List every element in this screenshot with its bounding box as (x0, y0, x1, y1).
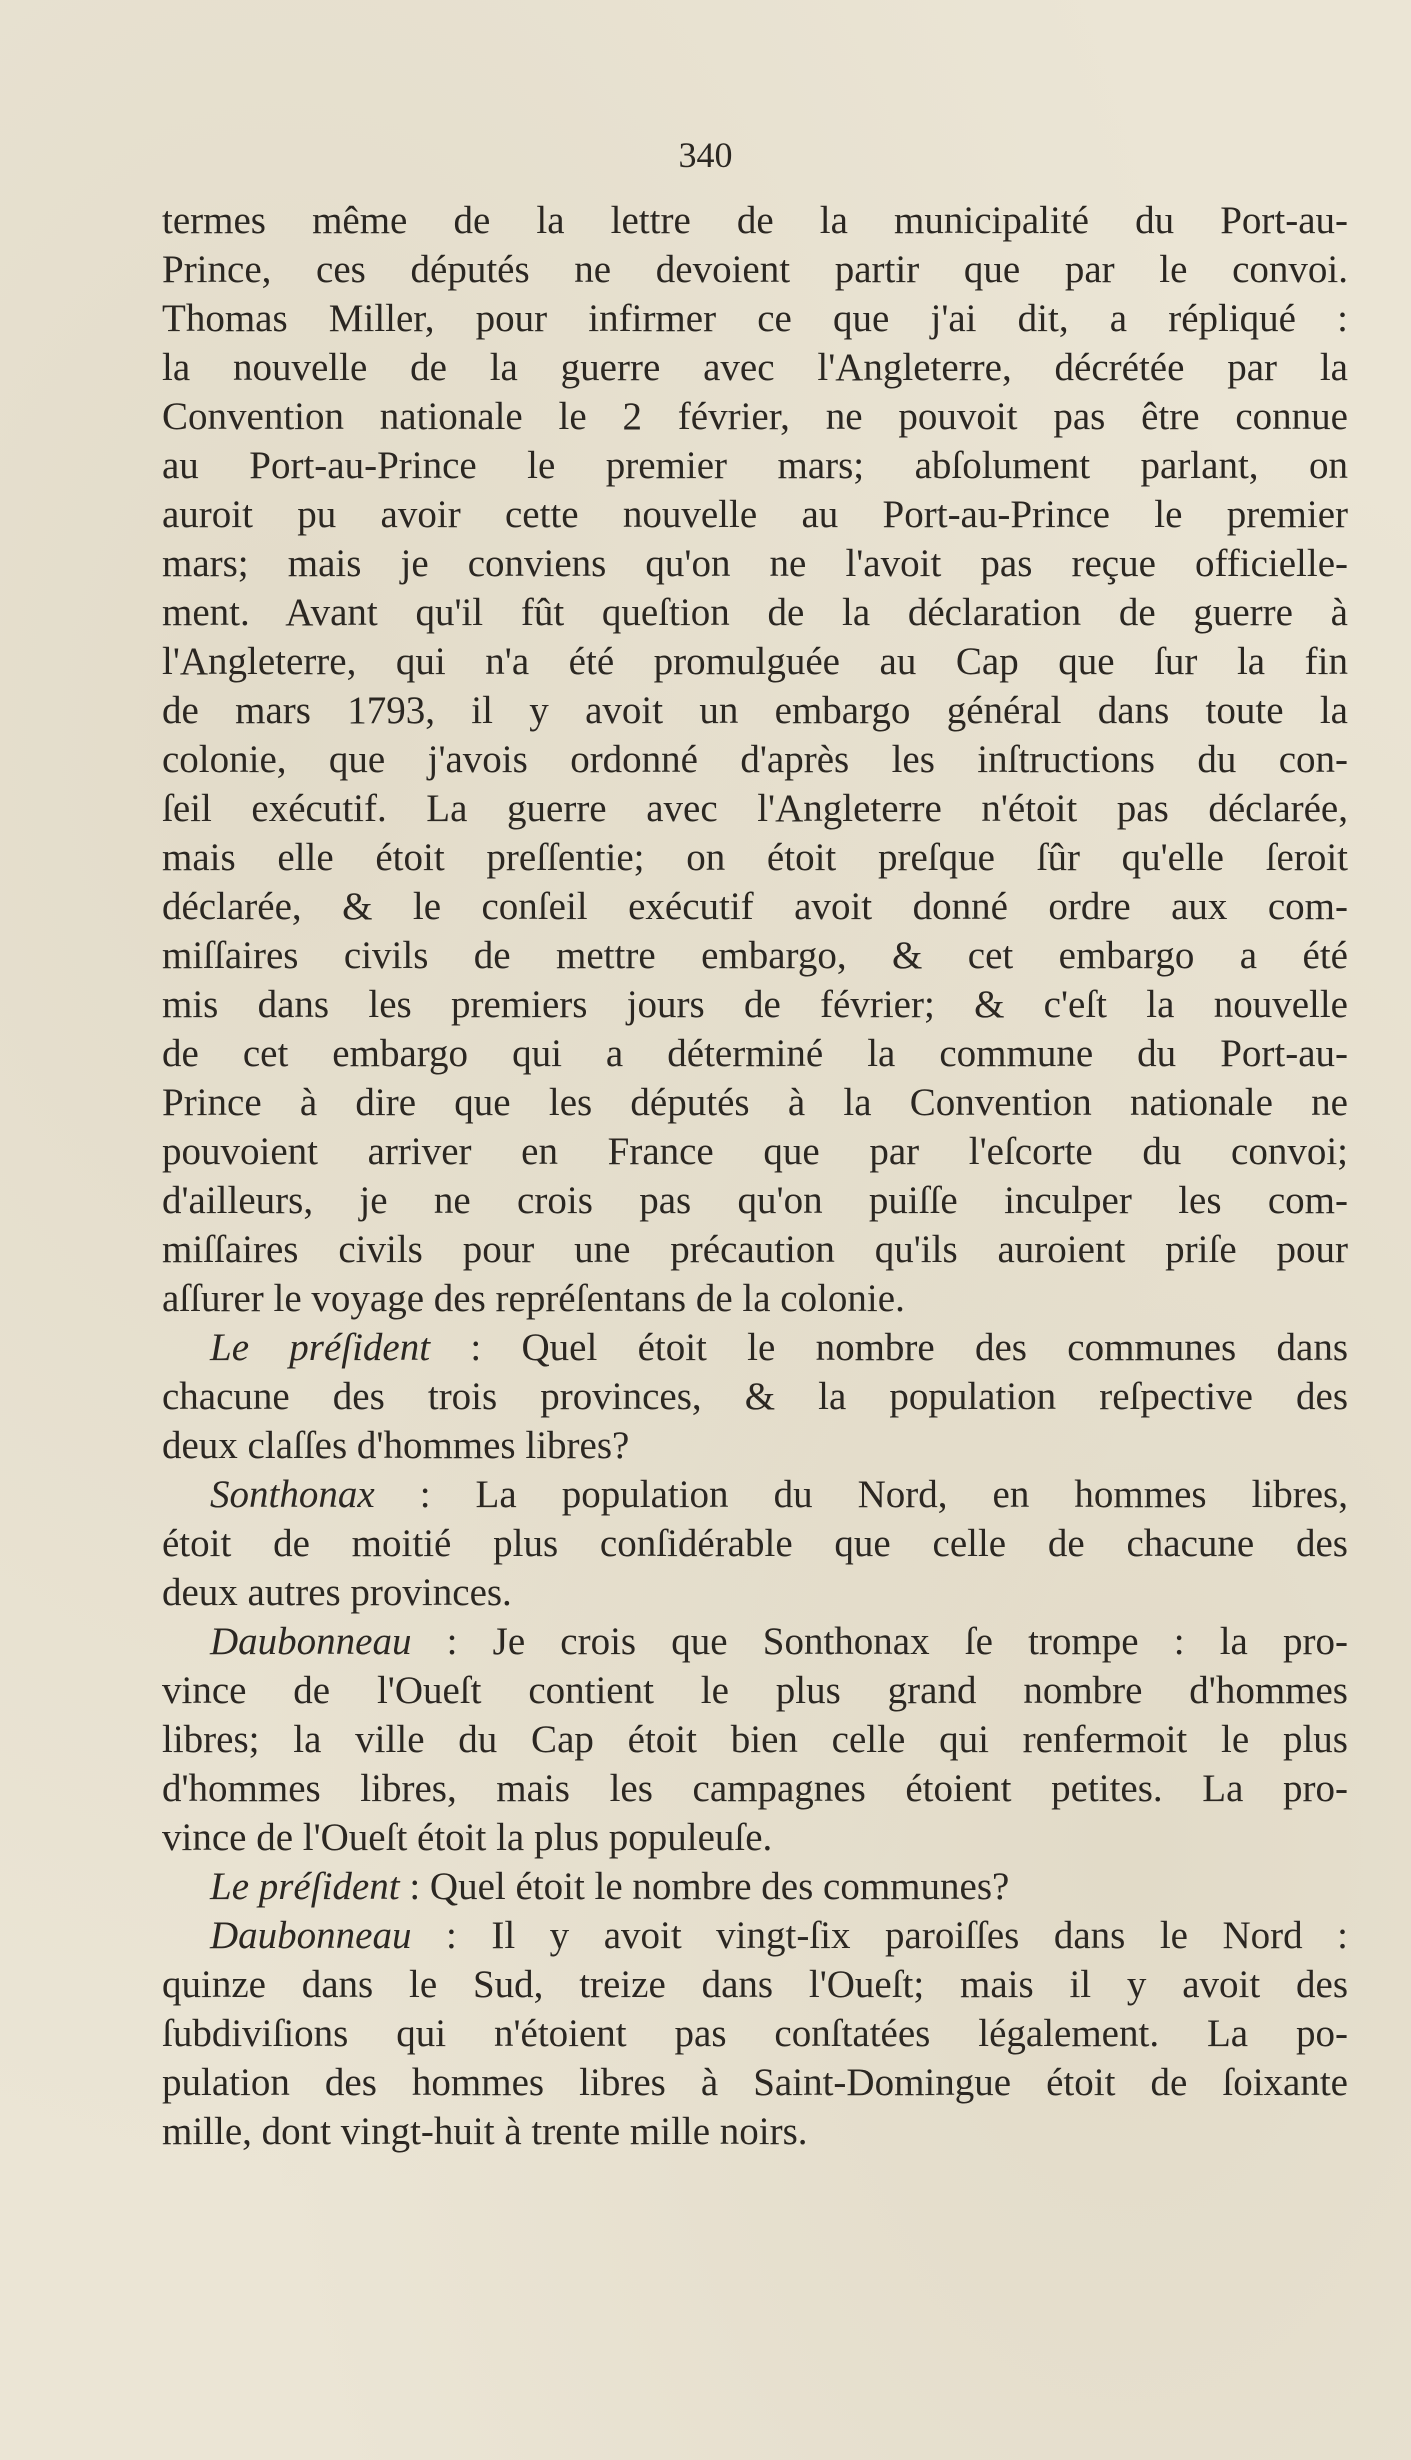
text-line (162, 1568, 1348, 1617)
text-line (162, 980, 1348, 1029)
text-line (162, 1127, 1348, 1176)
text-line (162, 490, 1348, 539)
line-text: mis dans les premiers jours de février; & c'eſt la nouvelle (162, 983, 1348, 1026)
text-line (162, 637, 1348, 686)
text-line (162, 735, 1348, 784)
speaker-name: Daubonneau (210, 1914, 412, 1957)
line-text: Prince, ces députés ne devoient partir que par le convoi. (162, 248, 1348, 291)
text-line (162, 2058, 1348, 2107)
text-line (162, 1078, 1348, 1127)
speaker-line (162, 1470, 1348, 1519)
speaker-line (162, 1323, 1348, 1372)
line-text: de cet embargo qui a déterminé la commune du Port-au- (162, 1032, 1348, 1075)
speaker-name: Daubonneau (210, 1620, 412, 1663)
speaker-line (162, 1617, 1348, 1666)
text-line (162, 196, 1348, 245)
line-text: vince de l'Oueſt contient le plus grand nombre d'hommes (162, 1669, 1348, 1712)
line-text: Convention nationale le 2 février, ne pouvoit pas être connue (162, 395, 1348, 438)
text-line (162, 2107, 1348, 2156)
line-text: deux claſſes d'hommes libres? (162, 1424, 630, 1467)
line-text: colonie, que j'avois ordonné d'après les inſtructions du con- (162, 738, 1348, 781)
page-number: 340 (678, 135, 733, 175)
text-line (162, 686, 1348, 735)
line-text: : Je crois que Sonthonax ſe trompe : la pro- (411, 1620, 1348, 1663)
text-line (162, 1666, 1348, 1715)
text-line (162, 441, 1348, 490)
speaker-line (162, 1911, 1348, 1960)
line-text: : Il y avoit vingt-ſix paroiſſes dans le Nord : (411, 1914, 1348, 1957)
line-text: ſubdiviſions qui n'étoient pas conſtatées légalement. La po- (162, 2012, 1348, 2055)
line-text: au Port-au-Prince le premier mars; abſolument parlant, on (162, 444, 1348, 487)
speaker-name: Sonthonax (210, 1473, 375, 1516)
text-line (162, 833, 1348, 882)
text-line (162, 588, 1348, 637)
text-line (162, 1519, 1348, 1568)
text-line (162, 1274, 1348, 1323)
text-line (162, 882, 1348, 931)
line-text: libres; la ville du Cap étoit bien celle qui renfermoit le plus (162, 1718, 1348, 1761)
text-line (162, 539, 1348, 588)
text-line (162, 1813, 1348, 1862)
text-line (162, 392, 1348, 441)
line-text: : Quel étoit le nombre des communes? (399, 1865, 1010, 1908)
line-text: miſſaires civils de mettre embargo, & cet embargo a été (162, 934, 1348, 977)
text-line (162, 245, 1348, 294)
line-text: vince de l'Oueſt étoit la plus populeuſe. (162, 1816, 773, 1859)
line-text: miſſaires civils pour une précaution qu'ils auroient priſe pour (162, 1228, 1348, 1271)
text-line (162, 1176, 1348, 1225)
line-text: la nouvelle de la guerre avec l'Angleterre, décrétée par la (162, 346, 1348, 389)
line-text: aſſurer le voyage des repréſentans de la colonie. (162, 1277, 905, 1320)
line-text: ſeil exécutif. La guerre avec l'Angleterre n'étoit pas déclarée, (162, 787, 1348, 830)
line-text: de mars 1793, il y avoit un embargo général dans toute la (162, 689, 1348, 732)
text-line (162, 2009, 1348, 2058)
line-text: deux autres provinces. (162, 1571, 512, 1614)
text-line (162, 784, 1348, 833)
line-text: termes même de la lettre de la municipalité du Port-au- (162, 199, 1348, 242)
speaker-line (162, 1862, 1348, 1911)
text-line (162, 1372, 1348, 1421)
text-line (162, 343, 1348, 392)
line-text: étoit de moitié plus conſidérable que celle de chacune des (162, 1522, 1348, 1565)
line-text: déclarée, & le conſeil exécutif avoit donné ordre aux com- (162, 885, 1348, 928)
text-line (162, 294, 1348, 343)
line-text: quinze dans le Sud, treize dans l'Oueſt; mais il y avoit des (162, 1963, 1348, 2006)
speaker-name: Le préſident (210, 1865, 400, 1908)
line-text: mars; mais je conviens qu'on ne l'avoit pas reçue officielle- (162, 542, 1348, 585)
line-text: : Quel étoit le nombre des communes dans (430, 1326, 1348, 1369)
text-line (162, 1225, 1348, 1274)
text-line (162, 1960, 1348, 2009)
line-text: Thomas Miller, pour infirmer ce que j'ai dit, a répliqué : (162, 297, 1348, 340)
line-text: mais elle étoit preſſentie; on étoit preſque ſûr qu'elle ſeroit (162, 836, 1348, 879)
line-text: pouvoient arriver en France que par l'eſcorte du convoi; (162, 1130, 1348, 1173)
line-text: ment. Avant qu'il fût queſtion de la déclaration de guerre à (162, 591, 1348, 634)
text-line (162, 1764, 1348, 1813)
text-line (162, 1421, 1348, 1470)
text-line (162, 1029, 1348, 1078)
line-text: : La population du Nord, en hommes libres, (374, 1473, 1348, 1516)
line-text: mille, dont vingt-huit à trente mille noirs. (162, 2110, 808, 2153)
line-text: chacune des trois provinces, & la population reſpective des (162, 1375, 1348, 1418)
speaker-name: Le préſident (210, 1326, 431, 1369)
line-text: Prince à dire que les députés à la Convention nationale ne (162, 1081, 1348, 1124)
text-line (162, 931, 1348, 980)
body-text (162, 196, 1348, 2156)
line-text: auroit pu avoir cette nouvelle au Port-au-Prince le premier (162, 493, 1348, 536)
line-text: d'hommes libres, mais les campagnes étoient petites. La pro- (162, 1767, 1348, 1810)
line-text: pulation des hommes libres à Saint-Domingue étoit de ſoixante (162, 2061, 1348, 2104)
text-line (162, 1715, 1348, 1764)
line-text: d'ailleurs, je ne crois pas qu'on puiſſe inculper les com- (162, 1179, 1348, 1222)
line-text: l'Angleterre, qui n'a été promulguée au Cap que ſur la fin (162, 640, 1348, 683)
